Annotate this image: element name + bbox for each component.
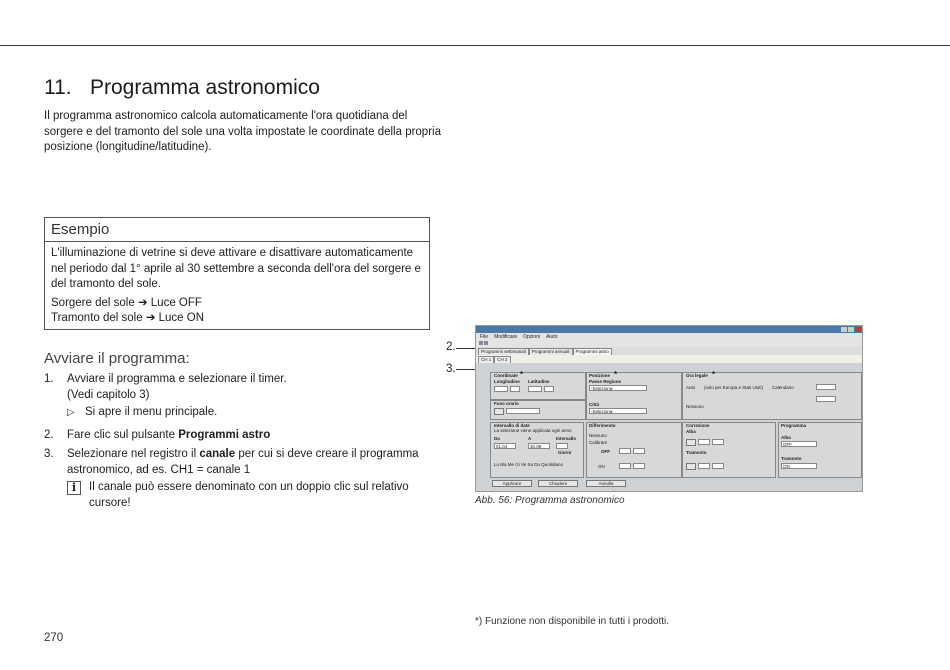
offset-label: Differimento bbox=[589, 423, 616, 428]
offset-off: OFF bbox=[601, 449, 610, 454]
to-date-value: 30.09 bbox=[530, 444, 542, 449]
lat-label: Latitudine bbox=[528, 379, 550, 384]
callout-2: 2. bbox=[446, 341, 456, 353]
step-text: Avviare il programma e selezionare il timer. bbox=[67, 373, 287, 385]
calendar-field bbox=[816, 384, 836, 390]
legal-time-label: Ora legale bbox=[686, 373, 708, 378]
coords-label: Coordinate bbox=[494, 373, 518, 378]
city-select-value: -Seleziona- bbox=[591, 409, 614, 414]
dusk-hour-field bbox=[698, 463, 710, 469]
step-bold: Programmi astro bbox=[178, 428, 271, 441]
step-number: 2. bbox=[44, 428, 54, 441]
position-label: Posizione bbox=[589, 373, 611, 378]
step-number: 1. bbox=[44, 373, 54, 385]
software-screenshot bbox=[475, 325, 863, 492]
none-option: Nessuno bbox=[686, 404, 704, 409]
program-label: Programma bbox=[781, 423, 807, 428]
tab-astro: Programmi astro bbox=[573, 348, 612, 355]
step-2 bbox=[44, 428, 444, 444]
program-dawn-label: Alba bbox=[781, 435, 791, 440]
to-date-field bbox=[528, 443, 550, 449]
calendar-option: Calendario bbox=[772, 385, 794, 390]
info-icon: i bbox=[67, 481, 81, 495]
star-mark: * bbox=[520, 370, 524, 379]
screenshot-menubar bbox=[476, 333, 862, 341]
dawn-sign-button bbox=[686, 439, 696, 446]
menu-file: File bbox=[480, 334, 489, 340]
info-text: Il canale può essere denominato con un doppio clic sul relativo cursore! bbox=[89, 481, 409, 509]
program-panel bbox=[778, 422, 862, 478]
apply-button: Applicare bbox=[492, 480, 532, 487]
zone-field bbox=[506, 408, 540, 414]
steps-list bbox=[44, 372, 444, 511]
weekdays-label: Lu Ma Me Gi Ve Sa Do Quotidiano bbox=[494, 462, 564, 467]
cancel-button: Annulla bbox=[586, 480, 626, 487]
interval-count-label: Intervallo bbox=[556, 436, 577, 441]
close-button: Chiudere bbox=[538, 480, 578, 487]
tab-ch1: CH 1 bbox=[478, 356, 494, 363]
section-heading bbox=[44, 76, 320, 100]
lon-label: Longitudine bbox=[494, 379, 520, 384]
offset-none: Nessuno bbox=[589, 433, 607, 438]
city-label: Città bbox=[589, 402, 599, 407]
dusk-min-field bbox=[712, 463, 724, 469]
off-hour-field bbox=[619, 448, 631, 454]
result-triangle-icon: ▷ bbox=[67, 407, 75, 418]
step-text-ref: (Vedi capitolo 3) bbox=[67, 388, 150, 401]
section-title: Programma astronomico bbox=[90, 76, 320, 99]
dawn-hour-field bbox=[698, 439, 710, 445]
close-icon bbox=[855, 327, 861, 332]
footnote: *) Funzione non disponibile in tutti i prodotti. bbox=[475, 616, 670, 627]
program-dusk-select bbox=[781, 463, 817, 469]
step-text: Fare clic sul pulsante bbox=[67, 428, 179, 441]
print-icon bbox=[484, 341, 488, 345]
figure-caption: Abb. 56: Programma astronomico bbox=[475, 495, 625, 506]
step-bold: canale bbox=[199, 448, 236, 460]
step-number: 3. bbox=[44, 448, 54, 460]
section-number: 11. bbox=[44, 76, 72, 99]
zone-label: Fuso orario bbox=[494, 401, 519, 406]
dawn-label: Alba bbox=[686, 429, 696, 434]
tab-weekly: Programmi settimanali bbox=[478, 348, 529, 355]
dusk-label: Tramonto bbox=[686, 450, 707, 455]
example-box bbox=[44, 217, 430, 330]
program-dusk-value: ON bbox=[783, 464, 790, 469]
offset-calibrate: Calibrare bbox=[589, 440, 608, 445]
region-select bbox=[589, 385, 647, 391]
example-text: L'illuminazione di vetrine si deve attivare e disattivare automaticamente nel periodo dal 1° aprile al 30 settembre a seconda dell'ora del sorgere e del tramonto del sole. bbox=[51, 247, 421, 290]
step-info bbox=[67, 480, 444, 511]
region-select-value: -Seleziona- bbox=[591, 386, 614, 391]
callout-3: 3. bbox=[446, 363, 456, 375]
dawn-min-field bbox=[712, 439, 724, 445]
maximize-icon bbox=[848, 327, 854, 332]
program-dawn-select bbox=[781, 441, 817, 447]
save-icon bbox=[479, 341, 483, 345]
screenshot-program-tabs bbox=[476, 347, 862, 355]
city-select bbox=[589, 408, 647, 414]
top-rule bbox=[0, 45, 950, 46]
step-text-post: per cui si deve creare il programma astronomico, ad es. CH1 = canale 1 bbox=[67, 448, 419, 476]
days-label: Giorni bbox=[558, 450, 572, 455]
screenshot-titlebar bbox=[476, 326, 862, 333]
screenshot-channel-tabs bbox=[476, 355, 862, 363]
step-1 bbox=[44, 372, 444, 421]
auto-note: (solo per Europa e Stati Uniti) bbox=[704, 385, 764, 390]
example-title: Esempio bbox=[45, 218, 429, 242]
dusk-sign-button bbox=[686, 463, 696, 470]
tab-ch2: CH 2 bbox=[494, 356, 510, 363]
on-hour-field bbox=[619, 463, 631, 469]
offset-on: ON bbox=[598, 464, 605, 469]
from-date-field bbox=[494, 443, 516, 449]
menu-edit: Modificare bbox=[494, 334, 518, 340]
correction-label: Correzione bbox=[686, 423, 710, 428]
calendar-field-2 bbox=[816, 396, 836, 402]
subheading: Avviare il programma: bbox=[44, 350, 190, 367]
lon-field bbox=[494, 386, 508, 392]
example-body bbox=[45, 242, 429, 331]
star-mark: * bbox=[614, 370, 618, 379]
program-dawn-value: OFF bbox=[783, 442, 792, 447]
interval-note: La selezione viene applicata ogni anno bbox=[494, 428, 572, 433]
step-result bbox=[67, 405, 444, 421]
example-line-sunset: Tramonto del sole ➔ Luce ON bbox=[51, 312, 205, 324]
interval-field bbox=[556, 443, 568, 449]
menu-options: Opzioni bbox=[523, 334, 541, 340]
interval-label: Intervallo di date bbox=[494, 423, 530, 428]
intro-paragraph: Il programma astronomico calcola automaticamente l'ora quotidiana del sorgere e del tramonto del sole una volta impostate le coordinate della propria posizione (longitudine/latitudine). bbox=[44, 110, 441, 153]
on-min-field bbox=[633, 463, 645, 469]
lon-min-field bbox=[510, 386, 520, 392]
to-label: A bbox=[528, 436, 532, 441]
from-label: Da bbox=[494, 436, 500, 441]
zone-button bbox=[494, 408, 504, 415]
lat-field bbox=[528, 386, 542, 392]
page-number: 270 bbox=[44, 632, 64, 644]
example-line-sunrise: Sorgere del sole ➔ Luce OFF bbox=[51, 296, 202, 309]
menu-help: Aiuto bbox=[546, 334, 558, 340]
tab-annual: Programmi annuali bbox=[529, 348, 573, 355]
region-label: Paese Regione bbox=[589, 379, 622, 384]
program-dusk-label: Tramonto bbox=[781, 456, 802, 461]
result-text: Si apre il menu principale. bbox=[85, 406, 218, 418]
step-text: Selezionare nel registro il bbox=[67, 448, 200, 460]
lat-min-field bbox=[544, 386, 554, 392]
auto-option: Auto bbox=[686, 385, 696, 390]
star-mark: * bbox=[712, 370, 716, 379]
from-date-value: 01.04 bbox=[496, 444, 508, 449]
step-3 bbox=[44, 447, 444, 511]
off-min-field bbox=[633, 448, 645, 454]
minimize-icon bbox=[841, 327, 847, 332]
